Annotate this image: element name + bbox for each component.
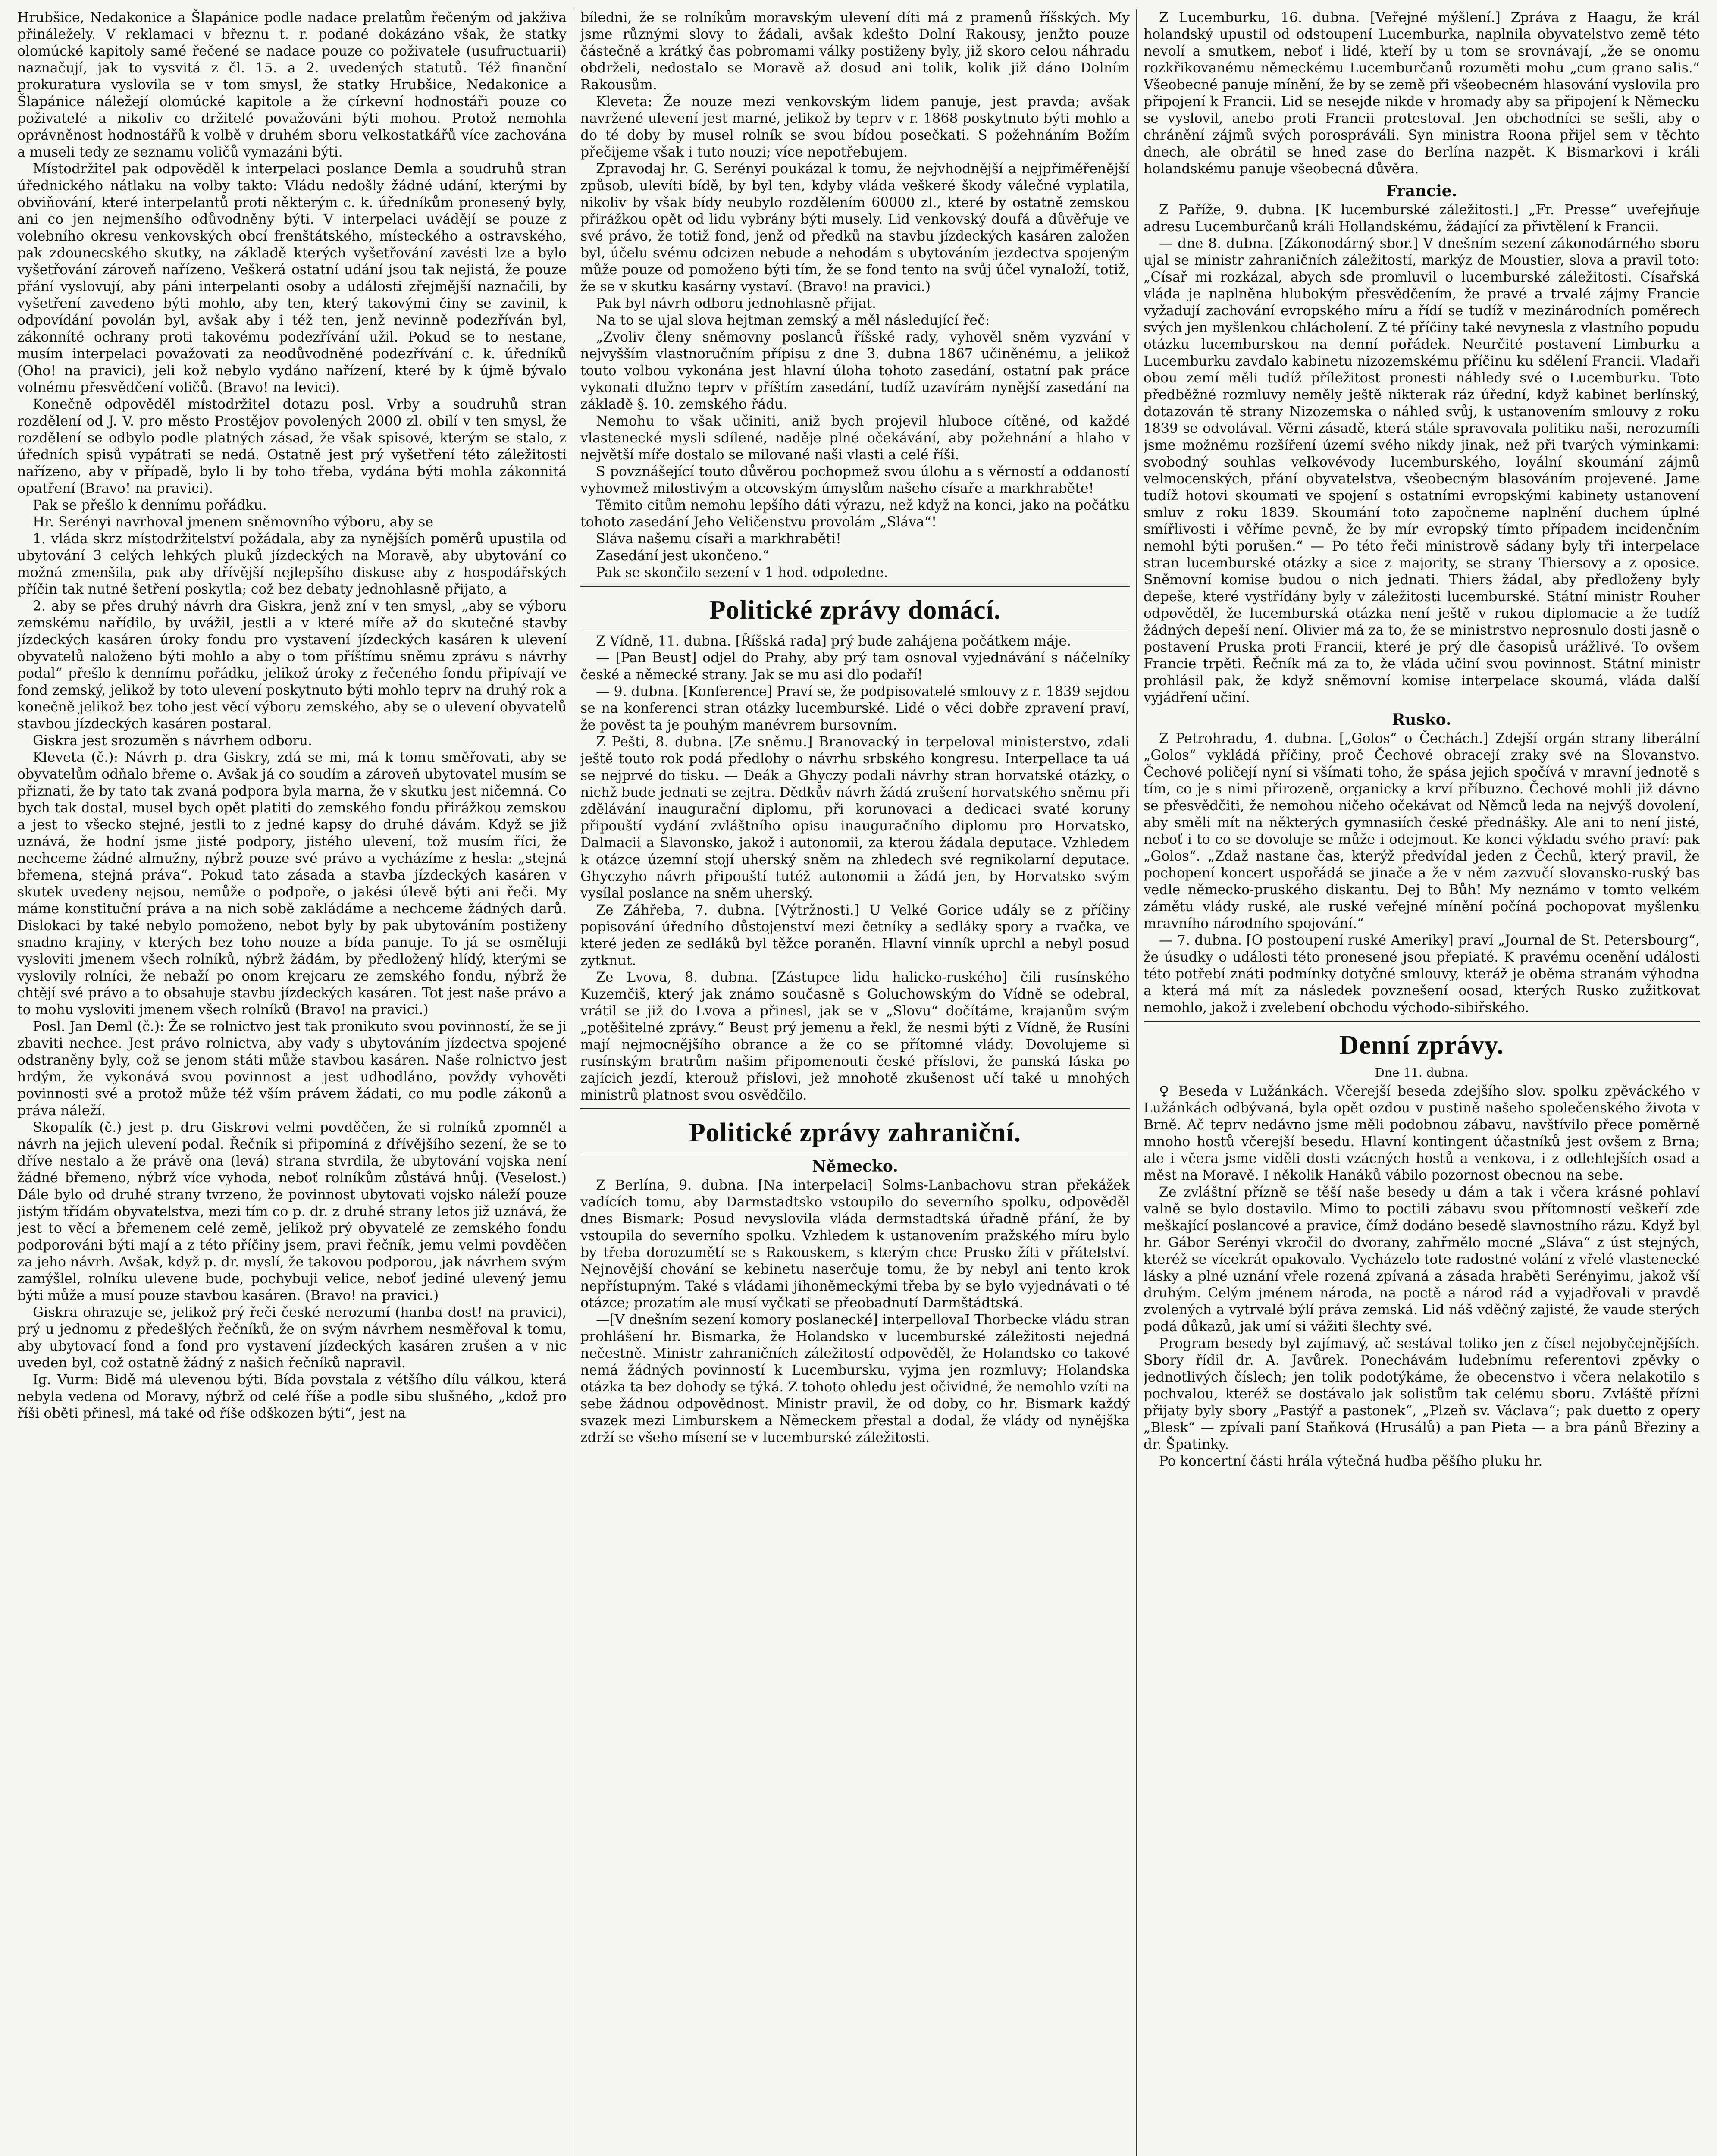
news-date: Dne 11. dubna.	[1375, 1065, 1469, 1080]
paragraph: bíledni, že se rolníkům moravským ulevení díti má z pramenů říšských. My jsme různými slovy to žádali, avšak kdešto Dolní Rakousy, jenžto pouze částečně a krátký čas pobromami války postiženy byly, již skoro celou náhradu obdrželi, nedostalo se Moravě až dosud ani tolik, kolik již dáno Dolním Rakousům.	[580, 10, 1130, 93]
section-title-news: Denní zprávy.	[1339, 1031, 1504, 1060]
paragraph: Giskra jest srozuměn s návrhem odboru.	[33, 733, 312, 749]
paragraph: Pak se skončilo sezení v 1 hod. odpoledne.	[596, 565, 888, 580]
section-divider	[1144, 1021, 1700, 1022]
paragraph: Po koncertní části hrála výtečná hudba pěšího pluku hr.	[1159, 1454, 1543, 1469]
column-1	[17, 9, 573, 2156]
paragraph: ♀ Beseda v Lužánkách. Včerejší beseda zdejšího slov. spolku zpěváckého v Lužánkách odbývaná, byla opět ozdou v pustině našeho společenského života v Brně. Ač teprv nedávno jsme měli podobnou zábavu, navštívilo přece poměrně mnoho hostů včerejší besedu. Hlavní kontingent účastníků jest ovšem z Brna; ale i včera jsme viděli dosti vzácných hostů a venkova, i z odlehlejších osad a měst na Moravě. I několik Hanáků vábilo pozornost obecnou na sebe.	[1144, 1084, 1700, 1183]
section-title-foreign: Politické zprávy zahraniční.	[689, 1118, 1021, 1147]
paragraph: Konečně odpověděl místodržitel dotazu posl. Vrby a soudruhů stran rozdělení od J. V. pro město Prostějov povolených 2000 zl. obilí v ten smysl, že rozdělení se odbylo podle platných zásad, že však spisové, kterým se stalo, z úředních spisů vypátrati se nedá. Ostatně jest prý vyšetření této záležitosti nařízeno, aby v případě, bylo li by toho třeba, vydána býti mohla zákonnitá opatření (Bravo! na pravici).	[17, 397, 567, 496]
paragraph: 2. aby se přes druhý návrh dra Giskra, jenž zní v ten smysl, „aby se výboru zemskému nařídilo, by uvážil, jestli a v které míře až do skutečné stavby jízdeckých kasáren úroky fondu pro vystavení jízdeckých kasáren k ulevení obyvatelů naloženo býti mohlo a aby o tom příštímu sněmu zprávu s návrhy podal“ přešlo k dennímu pořádku, jelikož úroky z řečeného fondu připívají ve fond zemský, jelikož by toto ulevení poskytnuto býti mohlo teprv na druhý rok a konečně jelikož bez toho jest věcí výboru zemského, aby se o ulevení obyvatelů stavbou jízdeckých kasáren postaral.	[17, 599, 567, 732]
section-divider	[580, 1108, 1130, 1109]
paragraph: Z Lucemburku, 16. dubna. [Veřejné mýšlení.] Zpráva z Haagu, že král holandský upustil od odstoupení Lucemburka, naplnila obyvatelstvo země této nevolí a smutkem, neboť i lidé, kteří by u tom se srovnávají, „že se onomu rozkřikovanému německému Lucemburčanů rozuměti mohu „cum grano salis.“ Všeobecné panuje mínění, že by se země při všeobecném hlasování vyslovila pro připojení k Francii. Lid se nesejde nikde v hromady aby sa připojení k Německu se vyslovil, anebo proti Francii protestoval. Jen obchodníci se sešli, aby o chránění zájmů svých porospráváli. Syn ministra Roona přijel sem v těchto dnech, ale obrátil se hned zase do Berlína nazpět. K Bismarkovi i králi holandskému panuje všeobecná důvěra.	[1144, 10, 1700, 177]
paragraph: Místodržitel pak odpověděl k interpelaci poslance Demla a soudruhů stran úřednického nátlaku na volby takto: Vládu nedošly žádné udání, kterými by obviňování, které interpelantů proti některým c. k. úředníkům pronesený byly, ani co jen nejmenšího odůvodněny býti. V interpelaci uvádějí se pouze z volebního okresu venkovských obcí frenštátského, místeckého a ostravského, pak zdounecského skutky, na základě kterých vyšetřování zavésti lze a bylo vyšetřování zároveň nařízeno. Veškerá ostatní udání jsou tak nejistá, že pouze přání vyslovují, aby páni interpelanti osoby a události zřejmější naznačili, by vyšetření zavedeno býti mohlo, aby ten, který takovými činy se zavinil, k odpovídání povolán byl, avšak aby i též ten, jenž nevinně podezříván byl, zákonníté ochrany proti takovému podezřívání užil. Pokud se to nestane, musím interpelaci považovati za neodůvodněné podezřívání c. k. úředníků (Oho! na pravici), jeli kož nebylo vydáno nařízení, které by k újmě bývalo volnému přesvědčení voličů. (Bravo! na levici).	[17, 161, 567, 395]
paragraph: — [Pan Beust] odjel do Prahy, aby prý tam osnoval vyjednávání s náčelníky české a německé strany. Jak se mu asi dlo podaří!	[580, 650, 1130, 683]
paragraph: — dne 8. dubna. [Zákonodárný sbor.] V dnešním sezení zákonodárného sboru ujal se ministr zahraničních záležitostí, markýz de Moustier, slova a pravil toto: „Císař mi rozkázal, abych sde promluvil o lucemburské záležitosti. Císařská vláda je naplněna hlubokým přesvědčením, že pravé a trvalé zájmy Francie vyžadují zachování evropského míru a řídí se tudíž v mezinárodních poměrech svých jen myšlenkou chlácholení. Z té příčiny také nevynesla z vlastního popudu otázku lucemburskou na denní pořádek. Neurčité postavení Limburku a Lucemburku zavdalo kabinetu nizozemskému příčinu ku sdělení Francii. Vladaři obou zemí měli tudíž příležitost pronesti náhledy své o Lucemburku. Toto předběžné rozmluvy neměly ještě nikterak ráz úřední, když kabinet berlínský, dotazován tě strany Nizozemska o náhled svůj, k ustanovením smlouvy z roku 1839 se odvolával. Věrni zásadě, která stále spravovala politiku naši, nerozumíli jsme možnému rozšíření území svého nikdy jinak, než při tvarých výminkami: svobodný souhlas velkovévody lucemburského, loyální skoumání zájmů velmocenských, přání obyvatelstva, všeobecným blasováním projevené. Jame tudíž hotovi skoumati ve spojení s ostatními evropskými kabinety ustanovení smluv z roku 1839. Skoumání toto započneme naplnění duchem úplné smířlivosti i věříme pevně, že by mír evropský tímto případem incidenčním nemohl býti porušen.“ — Po této řeči ministrově sádany byly tři interpelace stran lucemburské otázky a sice z majority, se strany Thiersovy a z oposice. Sněmovní komise budou o nich jednati. Thiers žádal, aby předloženy byly depeše, které vystřídány byly v záležitosti lucemburské. Státní ministr Rouher odpověděl, že lucemburská otázka není ještě v rukou diplomacie a že tudíž žádných depeší není. Olivier má za to, že se ministrstvo neprosnulo dosti jasně o postavení Pruska proti Francii, které je prý dle časopisů urážlivé. To ovšem Francie trpěti. Řečník má za to, že vláda učiní svou povinnost. Státní ministr prohlásil pak, že když sněmovní komise interpelace skoumá, vláda další vyjádření učiní.	[1144, 236, 1700, 705]
paragraph: Z Petrohradu, 4. dubna. [„Golos“ o Čechách.] Zdejší orgán strany liberální „Golos“ vykládá příčiny, proč Čechové obracejí zraky své na Slovanstvo. Čechové poličejí nyní si všímati toho, že spása jejich spočívá v mravní jednotě s tím, co je s nimi přirozeně, organicky a krví příbuzno. Čechové mohli již dávno se přesvědčiti, že nemohou ničeho očekávat od Němců leda na nejvýš dovolení, aby směli mít na některých gymnasiích české přednášky. Ale ani to není jisté, neboť i to co se dovoluje se může i odejmout. Ke konci výkladu svého praví: pak „Golos“. „Zdaž nastane čas, kterýž předvídal jeden z Čechů, který pravil, že pochopení koncert uspořádá se jinače a že v něm zazvučí slovansko-ruský bas vedle německo-pruského diskantu. Dej to Bůh! My neznámo v tomto velkém zámětu vlády ruské, ale ruské veřejné mínění počíná pochopovat myšlenku mravního národního spojování.“	[1144, 731, 1700, 931]
paragraph: Pak byl návrh odboru jednohlasně přijat.	[596, 296, 877, 311]
paragraph: Zasedání jest ukončeno.“	[596, 548, 769, 564]
paragraph: Skopalík (č.) jest p. dru Giskrovi velmi povděčen, že si rolníků zpomněl a návrh na jejich ulevení podal. Řečník si připomíná z dřívějšího sezení, že se to dříve nestalo a že právě ona (levá) strana stvrdila, že ubytování vojska není žádné břemeno, nýbrž více vyhoda, neboť rolníkům zůstává hnůj. (Veselost.) Dále bylo od druhé strany tvrzeno, že povinnost ubytovati vojsko náleží pouze jistým třídám obyvatelstva, mezi tím co p. dr. z druhé strany letos již uznává, že jest to věcí a břemenem celé země, jelikož prý obyvatelé ze zemského fondu podporováni býti mají a z této příčiny jsem, pravi řečník, jemu velmi povděčen za jeho návrh. Avšak, když p. dr. myslí, že takovou podporou, jak návrhem svým zamýšlel, rolníku ulevene bude, pochybuji velice, neboť jediné ulevený jemu býti může a musí pouze stavbou kasáren. (Bravo! na pravici.)	[17, 1120, 567, 1304]
paragraph: — 9. dubna. [Konference] Praví se, že podpisovatelé smlouvy z r. 1839 sejdou se na konferenci stran otázky lucemburské. Lidé o věci dobře zpravení praví, že pověst ta je pouhým manévrem bursovním.	[580, 684, 1130, 733]
paragraph: S povznášející touto důvěrou pochopmež svou úlohu a s věrností a oddaností vyhovmež milostivým a otcovským úmyslům našeho císaře a markhraběte!	[580, 464, 1130, 496]
paragraph: Na to se ujal slova hejtman zemský a měl následující řeč:	[596, 313, 990, 328]
paragraph: Nemohu to však učiniti, aniž bych projevil hluboce cítěné, od každé vlastenecké mysli sdílené, naděje plné očekávání, aby požehnání a hlaho v největší míře dostalo se milované naši vlasti a celé říši.	[580, 414, 1130, 463]
paragraph: Sláva našemu císaři a markhraběti!	[596, 531, 841, 547]
paragraph: „Zvoliv členy sněmovny poslanců říšské rady, vyhověl sněm vyzvání v nejvyšším vlastnoručním přípisu z dne 3. dubna 1867 učiněnému, a jelikož touto volbou vykonána jest hlavní úloha tohoto zasedání, ostatní pak práce vykonati dlužno teprv v příštím zasedání, tudíž uzavírám nynější zasedání na základě §. 10. zemského řádu.	[580, 329, 1130, 412]
paragraph: Ze Lvova, 8. dubna. [Zástupce lidu halicko-ruského] čili rusínského Kuzemčiš, který jak známo současně s Goluchowským do Vídně se odebral, vrátil se již do Lvova a přinesl, jak se v „Slovu“ dočítáme, krajanům svým „potěšitelné zprávy.“ Beust prý jemenu a řekl, že nesmi býti z Vídně, že Rusíni mají nejmocnějšího obrance a že co se přítomné vlády. Dovolujeme si rusínským bratrům našim připomenouti české příslovi, že panská láska po zajícich jezdí, kterouž příslovi, jež mnohotě zkušenost učí také u mnohých ministrů platnost svou osvědčilo.	[580, 970, 1130, 1103]
column-3	[1144, 9, 1700, 2156]
country-heading: Rusko.	[1392, 711, 1451, 729]
paragraph: Giskra ohrazuje se, jelikož prý řeči české nerozumí (hanba dost! na pravici), prý u jednomu z předešlých řečníků, že on svým návrhem nesměřoval k tomu, aby ubytovací fond a fond pro vystavení jízdeckých kasáren zrušen a v nic uveden byl, což ostatně žádný z našich řečníků napravil.	[17, 1305, 567, 1371]
paragraph: Posl. Jan Deml (č.): Že se rolnictvo jest tak pronikuto svou povinností, že se ji zbaviti nechce. Jest právo rolnictva, aby vady s ubytováním jízdectva spojené odstraněny byly, což se jenom státi může stavbou kasáren. Naše rolnictvo jest hrdým, že vykonává svou povinnost a jest udhodláno, povždy vyhověti povinnosti své a protož může též vším právem žádati, co mu podle zákonů a práva náleží.	[17, 1019, 567, 1119]
section-title-domestic: Politické zprávy domácí.	[709, 595, 1001, 625]
paragraph: Ze zvláštní přízně se těší naše besedy u dám a tak i včera krásné pohlaví valně se bylo dostavilo. Mimo to poctili zábavu svou přítomností veškeří zde meškající poslancové a pravice, čímž dodáno besedě slavnostního rázu. Když byl hr. Gábor Serényi vkročil do dvorany, zahřmělo mocné „Sláva“ z úst stejných, kteréž se vícekrát opakovalo. Vycházelo tote radostné volání z vřelé vlastenecké lásky a plné uznání vřele rozená zpívaná a zásada hraběti Serényimu, jakož vší druhým. Celým jménem národa, na poctě a národ rád a vyjadřovali v pravdě zvolených a vytrvalé býlí práva zemská. Lid náš vděčný zajisté, že vaude sterých podá důkazů, jak umí si vážiti šlechty své.	[1144, 1185, 1700, 1335]
paragraph: Ig. Vurm: Bidě má ulevenou býti. Bída povstala z vétšího dílu válkou, která nebyla vedena od Moravy, nýbrž od celé říše a podle sibu slušného, „kdož pro říši oběti přinesl, má také od říše odškozen býti“, jest na	[17, 1372, 567, 1421]
paragraph: — 7. dubna. [O postoupení ruské Ameriky] praví „Journal de St. Petersbourg“, že úsudky o události této pronesené jsou přepiaté. K pravému ocenění události této potřebí znáti podmínky dotyčné smlouvy, kteráž je oběma stranám výhodna a která má mít za následek povznešení oosad, kterých Rusko zužitkovat nemohlo, jakož i zvelebení obchodu východo-sibiřského.	[1144, 933, 1700, 1015]
paragraph: Z Pešti, 8. dubna. [Ze sněmu.] Branovacký in terpeloval ministerstvo, zdali ještě touto rok podá předlohy o návrhu srbského kongresu. Interpellace ta uá se nejprvé do tisku. — Deák a Ghyczy podali návrhy stran horvatské otázky, o nichž bude jednati se zejtra. Dědkův návrh žádá zrušení horvatského sněmu při zdělávání inaugurační diplomu, při korunovaci a dedicaci svaté koruny připouští vydání zvláštního opisu inauguračního diplomu pro Horvatsko, Dalmacii a Slavonsko, jakož i autonomii, za kterou žádala deputace. Vzhledem k otázce územní stojí uherský sněm na zhledech své regnikolarní deputace. Ghyczyho návrh připouští tutéž autonomii a žádá jen, by Horvatsko svým vysílal poslance na sněm uherský.	[580, 734, 1130, 901]
paragraph: 1. vláda skrz místodržitelství požádala, aby za nynějších poměrů upustila od ubytování 3 celých lehkých pluků jízdeckých na Moravě, aby ubytování co možná zmenšila, pak aby dřívější nejlepšího diskuse aby z hospodářských příčin tak nutné šetření poskytla; což bez debaty jednohlasně přijato, a	[17, 531, 567, 597]
section-divider	[580, 586, 1130, 587]
country-heading: Německo.	[812, 1157, 898, 1175]
paragraph: Zpravodaj hr. G. Serényi poukázal k tomu, že nejvhodnější a nejpřiměřenější způsob, ulevíti bídě, by byl ten, kdyby vláda veškeré škody válečné vyplatila, nikoliv by však bídy neubylo rozdělením 60000 zl., které by ostatně zemskou přirážkou opět od lidu vybrány býti musely. Lid venkovský doufá a důvěřuje ve své právo, že totiž fond, jenž od předků na stavbu jízdeckých kasáren založen byl, účelu svému odcizen nebude a nehodám s ubytováním jezdectva spojeným může pouze od pomoženo býti tím, že se fond tento na svůj účel vynaloží, totiž, že se v skutku kasárny vystaví. (Bravo! na pravici.)	[580, 161, 1130, 295]
paragraph: Pak se přešlo k dennímu pořádku.	[33, 498, 267, 513]
paragraph: Hrubšice, Nedakonice a Šlapánice podle nadace prelatům řečeným od jakživa přináležely. V reklamaci v březnu t. r. podané dokázáno však, že statky olomúcké kapitoly samé řečené se nadace pouze co poživatele (usufructuarii) naznačují, jak to vysvitá z čl. 15. a 2. uvedených statutů. Též finanční prokuratura vyslovila se v tom smysl, že statky Hrubšice, Nedakonice a Šlapánice náležejí olomúcké kapitole a že církevní hodnostáři pouze co poživatelé a nikoliv co držitelé považováni býti mohou. Protož nemohla oprávněnost hodnostářů k volbě v druhém sboru velkostatkářů více zachována a museli tedy ze seznamu voličů vymazáni býti.	[17, 10, 567, 160]
country-heading: Francie.	[1386, 182, 1457, 200]
paragraph: —[V dnešním sezení komory poslanecké] interpellovaI Thorbecke vládu stran prohlášení hr. Bismarka, že Holandsko v lucemburské záležitosti nejedná nečestně. Ministr zahraničních záležitostí odpověděl, že Holandsko co takové nemá žádných povinností k Lucembursku, vyjma jen rozmluvy; Holandska otázka ta bez dohody se týká. Z tohoto ohledu jest očividné, že nemohlo vzíti na sebe žádnou odpovědnost. Ministr pravil, že od doby, co hr. Bismark každý svazek mezi Limburskem a Německem přestal a dodal, že vlády od nynějška zdrží se všeho mísení se v lucemburské záležitosti.	[580, 1312, 1130, 1445]
column-2	[580, 9, 1137, 2156]
paragraph: Kleveta (č.): Návrh p. dra Giskry, zdá se mi, má k tomu směřovati, aby se obyvatelům odňalo břeme o. Avšak já co soudím a zároveň ubytovatel musím se přiznati, že by tato tak zvaná podpora byla marna, že v skutku jest ničemná. Co bych tak dostal, musel bych opět platiti do zemského fondu přirážkou zemskou a jest to všecko stejné, jestli to z jedné kapsy do druhé dávám. Když se již uznává, že hodní jsme jisté podpory, jistého ulevení, tož musím říci, že nechceme žádné almužny, nýbrž pouze své právo a vycházíme z hesla: „stejná břemena, stejná práva“. Pokud tato zásada a stavba jízdeckých kasáren v skutek uvedeny nejsou, nemůže o podpoře, o jakési úlevě býti ani řeči. My máme konstituční práva a na nich sobě zakládáme a nechceme žádných darů. Dislokaci by také nebylo pomoženo, nebot byly by pak ubytováním postiženy snadno krajiny, v kterých bez toho nouze a bída panuje. To já se osměluji vysloviti jmenem všech rolníků, nýbrž žádám, by předložený hlídý, kterými se vyslovily rolníci, že nebaží po onom krejcaru ze zemského fondu, nýbrž že chtějí své právo a to obsahuje stavbu jízdeckých kasáren. Tot jest naše právo a to mohu vysloviti jmenem všech rolníků (Bravo! na pravici.)	[17, 750, 567, 1018]
paragraph: Těmito citům nemohu lepšího dáti výrazu, než když na konci, jako na počátku tohoto zasedání Jeho Veličenstvu provolám „Sláva“!	[580, 498, 1130, 530]
paragraph: Z Paříže, 9. dubna. [K lucemburské záležitosti.] „Fr. Presse“ uveřejňuje adresu Lucemburčanů králi Hollandskému, žádající za přivtělení k Francii.	[1144, 202, 1700, 235]
paragraph: Z Berlína, 9. dubna. [Na interpelaci] Solms-Lanbachovu stran překážek vadících tomu, aby Darmstadtsko vstoupilo do severního spolku, odpověděl dnes Bismark: Posud nevyslovila vláda dermstadtská úřadně přání, že by vstoupila do severního spolku. Vzhledem k ustanovením pražského míru bylo by třeba dorozumětí se s Rakouskem, s kterým chce Prusko žíti v přátelství. Nejnovější chování se kebinetu naserčuje tomu, že by nebyl ani tento krok nepřístupným. Také s vládami jihoněmeckými třeba by se bylo vyjednávati o té otázce; prozatím ale musí vyčkati se přeobadnutí Darmštádtská.	[580, 1178, 1130, 1311]
columns	[17, 9, 1700, 2156]
paragraph: Z Vídně, 11. dubna. [Říšská rada] prý bude zahájena počátkem máje.	[596, 633, 1072, 649]
paragraph: Program besedy byl zajímavý, ač sestával toliko jen z čísel nejobyčejnějších. Sbory řídil dr. A. Javůrek. Ponechávám ludebnímu referentovi zpěvky o jednotlivých číslech; jen tolik podotýkáme, že obecenstvo i včera nelakotilo s pochvalou, kteréž se dostávalo jak solistům tak celému sboru. Zvláště přízni přijaty byly sbory „Pastýř a pastonek“, „Plzeň sv. Václava“; pak duetto z opery „Blesk“ — zpívali paní Staňková (Hrusálů) a pan Pieta — a bra pánů Březiny a dr. Špatinky.	[1144, 1336, 1700, 1452]
paragraph: Kleveta: Že nouze mezi venkovským lidem panuje, jest pravda; avšak navržené ulevení jest marné, jelikož by teprv v r. 1868 poskytnuto býti mohlo a do té doby by musel rolník se svou bídou posečkati. S požehnáním Božím přečijeme však i tuto nouzi; více nepotřebujem.	[580, 94, 1130, 160]
paragraph: Ze Záhřeba, 7. dubna. [Výtržnosti.] U Velké Gorice udály se z příčiny popisování úředního důstojenství mezi četníky a sedláky spory a rvačka, ve které jeden ze sedláků byl těžce poraněn. Hlavní vinník uprchl a nebyl posud zytknut.	[580, 903, 1130, 968]
paragraph: Hr. Serényi navrhoval jmenem sněmovního výboru, aby se	[33, 514, 434, 530]
